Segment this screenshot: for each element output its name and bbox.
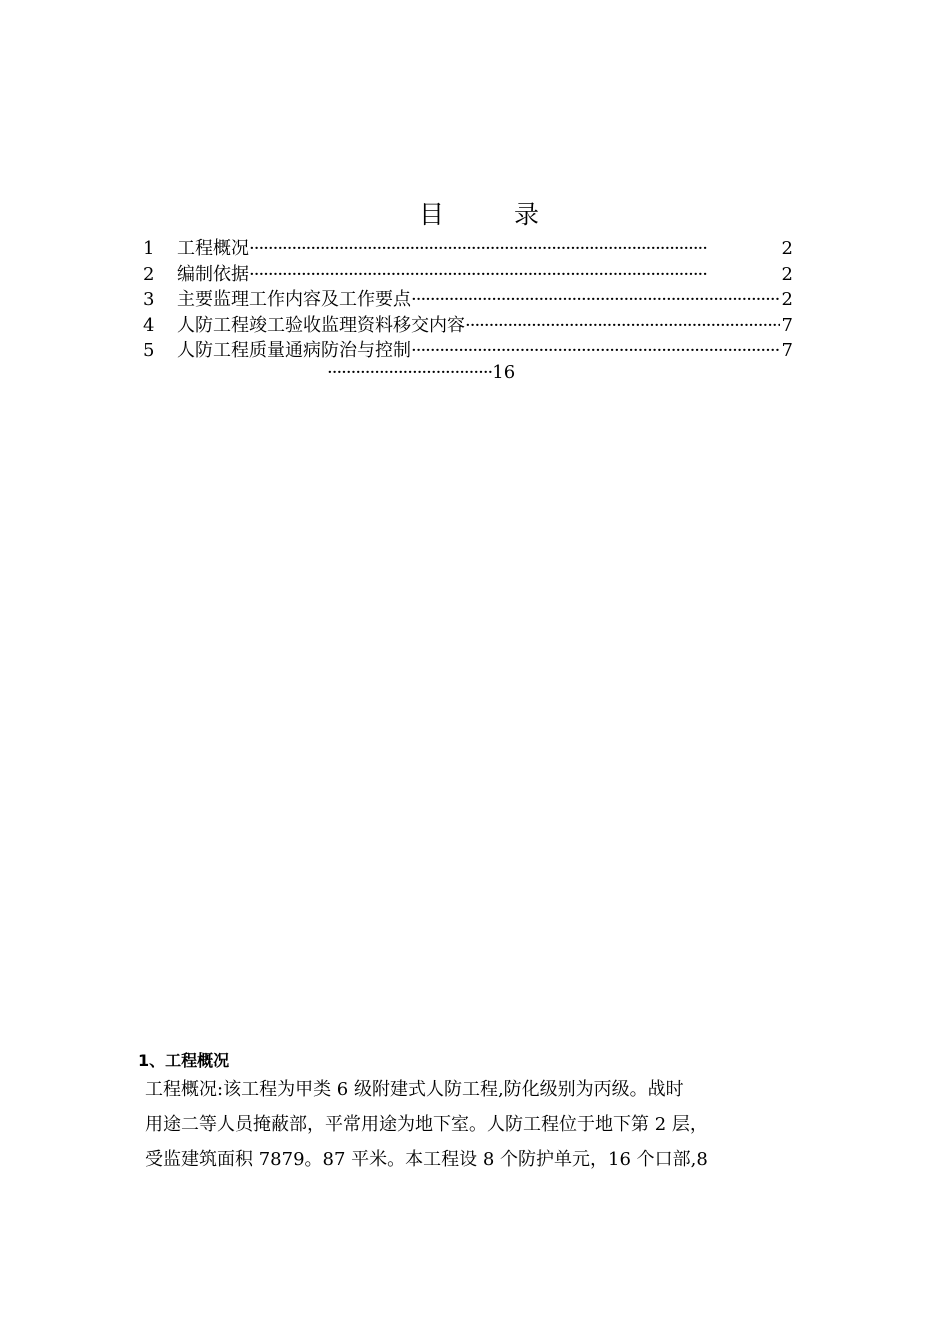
- toc-entry-number: 4: [143, 314, 155, 336]
- toc-continuation-page: 16: [492, 362, 516, 383]
- toc-entry-2[interactable]: [143, 262, 793, 288]
- toc-entry-label: 人防工程质量通病防治与控制: [177, 340, 411, 362]
- toc-continuation-dots: ···································: [327, 362, 493, 383]
- toc-entry-number: 1: [143, 238, 155, 259]
- toc-entry-page: 2: [781, 238, 793, 259]
- toc-entry-page: 2: [781, 263, 793, 285]
- toc-title: [0, 195, 950, 231]
- toc-leader-dots: [249, 262, 780, 288]
- toc-entry-label: 工程概况: [177, 238, 249, 259]
- toc-continuation-line: [327, 362, 515, 383]
- toc-leader-dots: [411, 338, 780, 364]
- table-of-contents: [143, 236, 793, 364]
- toc-entry-4[interactable]: [143, 313, 793, 339]
- toc-entry-3[interactable]: [143, 287, 793, 313]
- toc-leader-dots: [249, 236, 780, 262]
- toc-entry-label: 人防工程竣工验收监理资料移交内容: [177, 314, 465, 336]
- toc-title-char-2: 录: [514, 200, 540, 229]
- toc-entry-1[interactable]: [143, 236, 793, 262]
- toc-title-char-1: 目: [418, 200, 444, 229]
- body-line: 工程概况:该工程为甲类 6 级附建式人防工程,防化级别为丙级。战时: [145, 1079, 684, 1100]
- toc-entry-number: 2: [143, 263, 155, 285]
- section-body: [145, 1072, 837, 1177]
- toc-leader-dots: [465, 313, 780, 339]
- toc-entry-label: 编制依据: [177, 263, 249, 285]
- toc-entry-number: 3: [143, 289, 155, 311]
- toc-entry-label: 主要监理工作内容及工作要点: [177, 289, 411, 311]
- toc-entry-5[interactable]: [143, 338, 793, 364]
- body-line: 用途二等人员掩蔽部，平常用途为地下室。人防工程位于地下第 2 层，: [145, 1114, 708, 1135]
- toc-entry-page: 7: [781, 314, 793, 336]
- toc-entry-page: 7: [781, 340, 793, 362]
- toc-entry-number: 5: [143, 340, 155, 362]
- toc-leader-dots: [411, 287, 780, 313]
- section-heading: 1、工程概况: [138, 1051, 230, 1070]
- toc-entry-page: 2: [781, 289, 793, 311]
- body-line: 受监建筑面积 7879。87 平米。本工程设 8 个防护单元，16 个口部,8: [145, 1149, 708, 1170]
